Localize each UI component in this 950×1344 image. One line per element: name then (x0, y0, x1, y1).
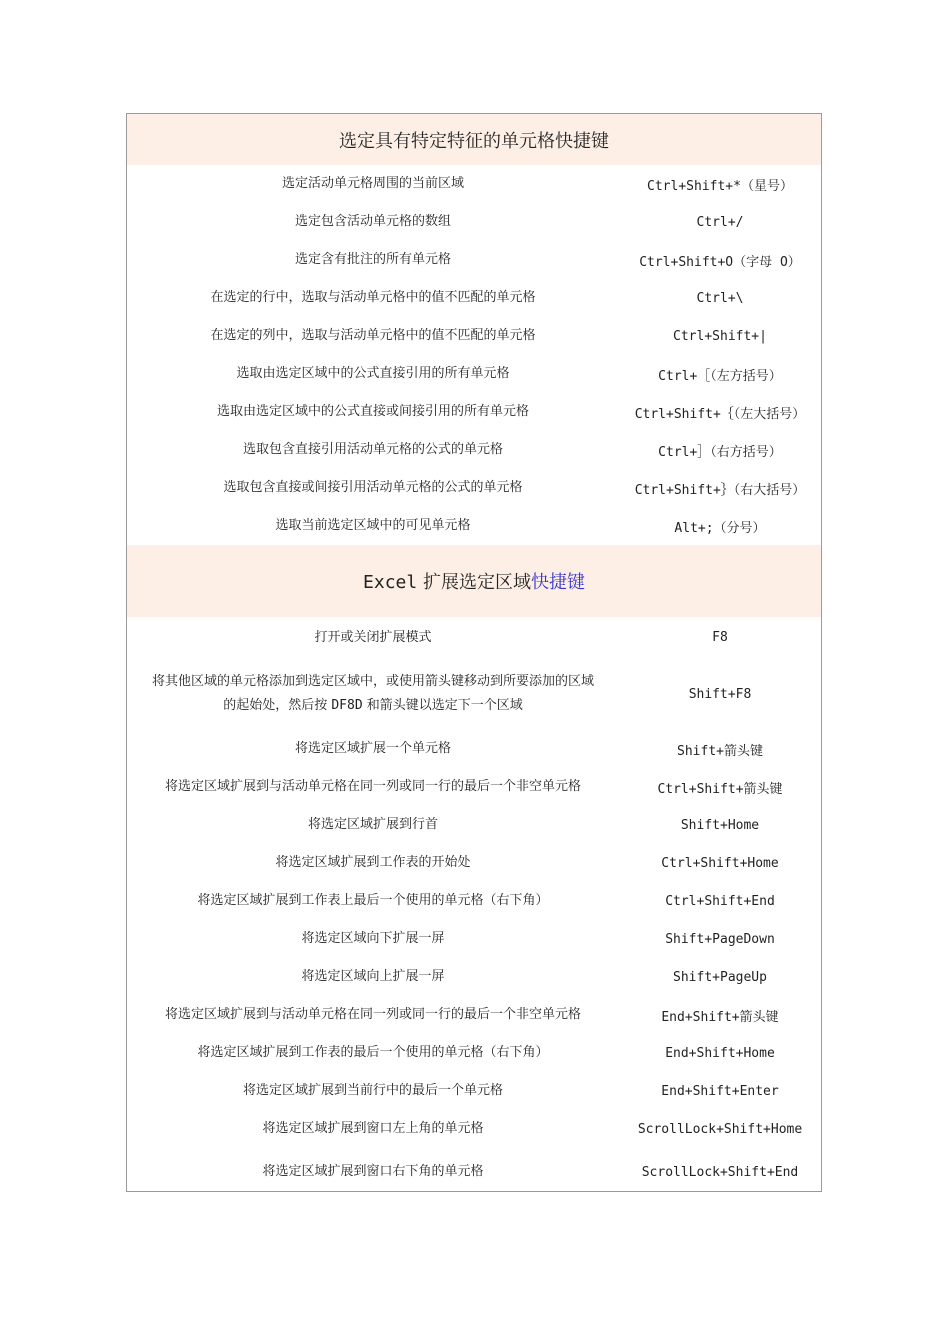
shortcut-key: End+Shift+Enter (661, 1083, 779, 1099)
table-row (127, 241, 821, 279)
shortcut-description: 将选定区域扩展到行首 (307, 817, 438, 832)
shortcut-key: End+Shift+箭头键 (661, 1009, 779, 1025)
description-text: 的起始处，然后按 (223, 698, 332, 713)
description-text: 和箭头键以选定下一个区域 (362, 698, 523, 713)
shortcut-description: 选取包含直接引用活动单元格的公式的单元格 (242, 442, 503, 457)
table-row (127, 165, 821, 203)
description-line (135, 694, 611, 718)
section-title-prefix: Excel (363, 572, 418, 593)
shortcut-description: 在选定的行中，选取与活动单元格中的值不匹配的单元格 (210, 290, 536, 305)
table-row (127, 317, 821, 355)
table-row (127, 617, 821, 658)
shortcut-key: Ctrl+］（右方括号） (658, 444, 782, 460)
table-row (127, 882, 821, 920)
table-row (127, 203, 821, 241)
section-title-accent: 快捷键 (530, 572, 585, 593)
shortcut-description: 在选定的列中，选取与活动单元格中的值不匹配的单元格 (210, 328, 536, 343)
shortcut-key: Ctrl+/ (696, 214, 744, 230)
shortcut-description: 将选定区域扩展到工作表的最后一个使用的单元格（右下角） (197, 1045, 549, 1060)
shortcut-description: 将选定区域扩展到工作表上最后一个使用的单元格（右下角） (197, 893, 549, 908)
description-line: 将其他区域的单元格添加到选定区域中，或使用箭头键移动到所要添加的区域 (151, 674, 594, 689)
shortcut-key: Ctrl+Shift+｝（右大括号） (634, 482, 806, 498)
shortcut-description: 将选定区域扩展到当前行中的最后一个单元格 (242, 1083, 503, 1098)
shortcut-description: 选取由选定区域中的公式直接引用的所有单元格 (236, 366, 510, 381)
table-row (127, 469, 821, 507)
shortcut-description: 将选定区域向上扩展一屏 (301, 969, 445, 984)
shortcut-description: 打开或关闭扩展模式 (314, 629, 432, 645)
section-title: 选定具有特定特征的单元格快捷键 (339, 130, 609, 152)
shortcut-key: Ctrl+Shift+End (665, 893, 775, 909)
shortcut-description: 选定活动单元格周围的当前区域 (281, 176, 464, 191)
shortcut-key: Ctrl+Shift+Home (661, 855, 779, 871)
shortcut-key: Ctrl+Shift+*（星号） (647, 178, 793, 194)
table-row (127, 431, 821, 469)
shortcut-key: Shift+箭头键 (677, 743, 763, 759)
table-row (127, 507, 821, 545)
shortcut-key: Ctrl+\ (696, 290, 744, 306)
shortcut-description: 选取当前选定区域中的可见单元格 (275, 518, 471, 533)
table-row (127, 279, 821, 317)
table-row (127, 730, 821, 768)
section-header-extend-selection (127, 545, 821, 617)
shortcut-key: Ctrl+Shift+｛（左大括号） (634, 406, 806, 422)
shortcut-description: 选取由选定区域中的公式直接或间接引用的所有单元格 (216, 404, 529, 419)
table-row (127, 806, 821, 844)
shortcut-key: End+Shift+Home (665, 1045, 775, 1061)
shortcut-key: Ctrl+［（左方括号） (658, 368, 782, 384)
table-row (127, 1072, 821, 1110)
shortcut-description: 将选定区域扩展到与活动单元格在同一列或同一行的最后一个非空单元格 (164, 1007, 581, 1022)
shortcut-key: Ctrl+Shift+箭头键 (657, 781, 783, 797)
table-row (127, 1034, 821, 1072)
table-row (127, 393, 821, 431)
shortcut-key: F8 (712, 630, 728, 645)
shortcut-key: Shift+PageDown (665, 931, 775, 947)
shortcut-description: 选定包含活动单元格的数组 (294, 214, 451, 229)
shortcut-description: 将选定区域扩展到窗口右下角的单元格 (262, 1164, 484, 1179)
shortcut-table (126, 113, 822, 1192)
shortcut-key: Ctrl+Shift+| (673, 328, 767, 344)
table-row (127, 768, 821, 806)
table-row (127, 996, 821, 1034)
table-row (127, 355, 821, 393)
shortcut-description: 将选定区域扩展到与活动单元格在同一列或同一行的最后一个非空单元格 (164, 779, 581, 794)
shortcut-key: Shift+PageUp (673, 969, 767, 985)
section-title-mid: 扩展选定区域 (417, 572, 531, 593)
shortcut-description (127, 670, 619, 718)
shortcut-key: Shift+F8 (688, 686, 752, 702)
description-code: DF8D (331, 698, 363, 713)
shortcut-key: Shift+Home (680, 817, 760, 833)
section-title (363, 568, 585, 594)
shortcut-description: 选定含有批注的所有单元格 (294, 252, 451, 267)
shortcut-key: ScrollLock+Shift+End (641, 1164, 799, 1180)
table-row (127, 658, 821, 730)
shortcut-description: 将选定区域扩展一个单元格 (294, 741, 451, 756)
shortcut-key: Alt+;（分号） (674, 520, 766, 536)
table-row (127, 920, 821, 958)
shortcut-description: 将选定区域扩展到窗口左上角的单元格 (262, 1121, 484, 1136)
table-row (127, 1148, 821, 1196)
shortcut-description: 选取包含直接或间接引用活动单元格的公式的单元格 (223, 480, 523, 495)
shortcut-description: 将选定区域扩展到工作表的开始处 (275, 855, 471, 870)
shortcut-key: ScrollLock+Shift+Home (637, 1121, 803, 1137)
table-row (127, 844, 821, 882)
shortcut-key: Ctrl+Shift+O（字母 O） (639, 254, 801, 270)
table-row (127, 1110, 821, 1148)
shortcut-description: 将选定区域向下扩展一屏 (301, 931, 445, 946)
section-header-special-cells (127, 114, 821, 165)
table-row (127, 958, 821, 996)
